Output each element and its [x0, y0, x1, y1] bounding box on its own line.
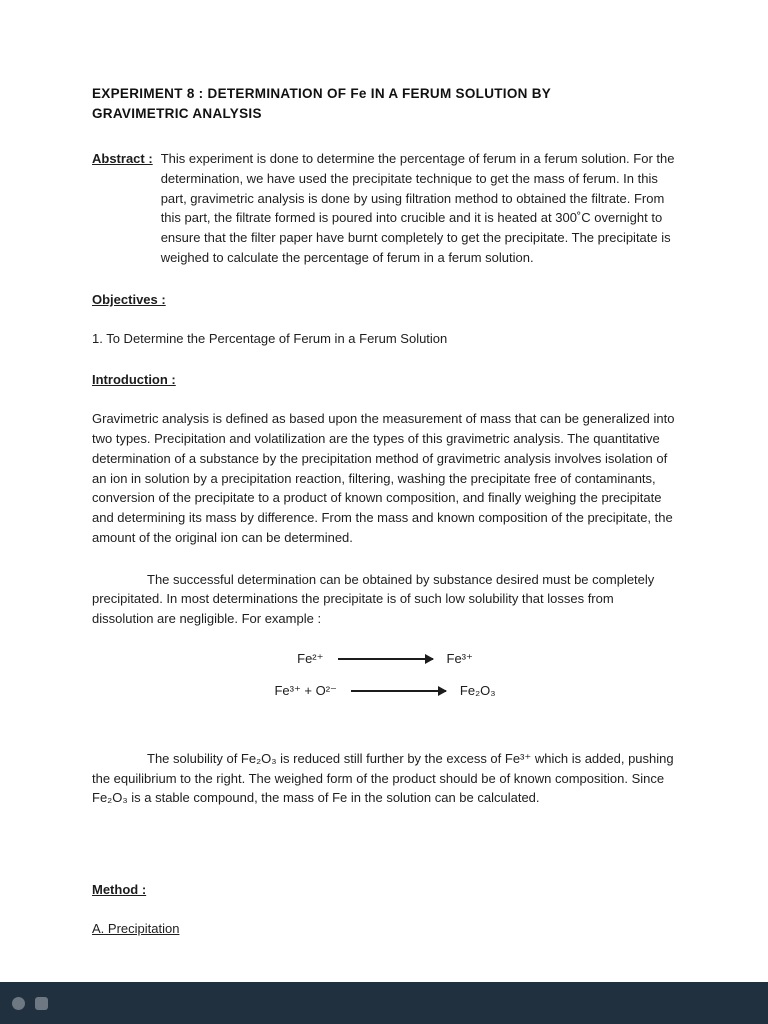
objectives-heading: Objectives : — [92, 291, 166, 307]
document-title-line1: EXPERIMENT 8 : DETERMINATION OF Fe IN A FERUM SOLUTION BY — [92, 86, 552, 101]
document-title-line2: GRAVIMETRIC ANALYSIS — [92, 105, 262, 121]
equation-2 — [92, 683, 678, 699]
equation-1-product: Fe³⁺ — [446, 650, 473, 666]
reaction-arrow-icon — [338, 658, 433, 660]
abstract-section — [92, 149, 678, 268]
introduction-heading: Introduction : — [92, 372, 176, 388]
reaction-equations — [92, 651, 678, 699]
vertical-spacer — [92, 715, 678, 749]
abstract-label: Abstract : — [92, 151, 153, 167]
reaction-arrow-icon — [351, 690, 446, 692]
equation-1 — [92, 651, 678, 667]
equation-2-reactant: Fe³⁺ + O²⁻ — [274, 682, 337, 698]
method-heading: Method : — [92, 882, 147, 898]
footer-icon[interactable] — [35, 997, 48, 1010]
viewer-footer-bar — [0, 982, 768, 1024]
introduction-paragraph-2: The successful determination can be obtained by substance desired must be completely precipitated. In most determinations the precipitate is of such low solubility that losses from dissolution are negligible. For example : — [92, 571, 655, 627]
equation-2-product: Fe₂O₃ — [459, 683, 496, 699]
introduction-paragraph-1: Gravimetric analysis is defined as based upon the measurement of mass that can be generalized into two types. Precipitation and volatilization are the types of this gravimetric analysis. The quantitative determination of a substance by the precipitation method of gravimetric analysis involves isolation of an ion in solution by a precipitation reaction, filtering, washing the precipitate free of contaminants, conversion of the precipitate to a product of known composition, and finally weighing the precipitate and determining its mass by difference. From the mass and known composition of the precipitate, the amount of the original ion can be determined. — [92, 411, 675, 545]
equation-1-reactant: Fe²⁺ — [297, 650, 324, 666]
method-section-a-label: A. Precipitation — [92, 921, 180, 937]
objective-item-1: 1. To Determine the Percentage of Ferum in a Ferum Solution — [92, 330, 448, 346]
footer-icon[interactable] — [12, 997, 25, 1010]
vertical-spacer — [92, 830, 678, 882]
abstract-text: This experiment is done to determine the percentage of ferum in a ferum solution. For the determination, we have used the precipitate technique to get the mass of ferum. In this part, gravimetric analysis is done by using filtration method to obtained the filtrate. From this part, the filtrate formed is poured into crucible and it is heated at 300˚C overnight to ensure that the filter paper have burnt completely to get the precipitate. The precipitate is weighed to calculate the percentage of ferum in a ferum solution. — [160, 151, 675, 265]
discussion-paragraph: The solubility of Fe₂O₃ is reduced still further by the excess of Fe³⁺ which is added, pushing the equilibrium to the right. The weighed form of the product should be of known composition. Since Fe₂O₃ is a stable compound, the mass of Fe in the solution can be calculated. — [92, 750, 674, 806]
document-title — [92, 84, 678, 123]
